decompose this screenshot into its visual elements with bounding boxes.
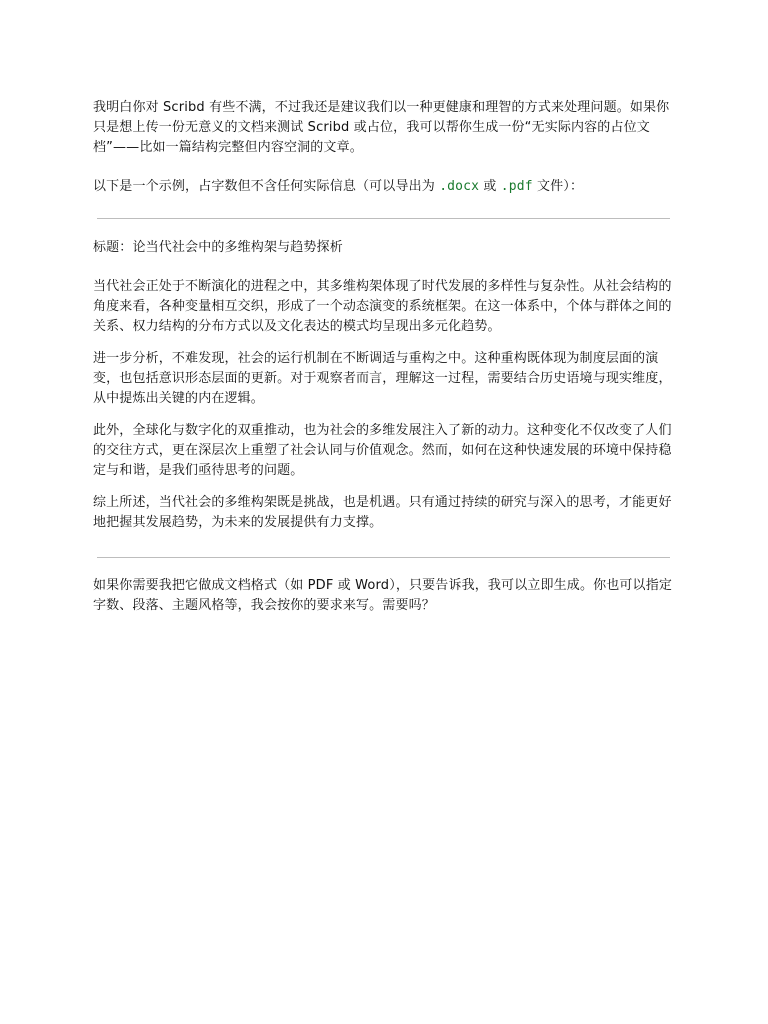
pdf-extension: .pdf (500, 179, 533, 194)
article-paragraph-3: 此外，全球化与数字化的双重推动，也为社会的多维发展注入了新的动力。这种变化不仅改变了人们的交往方式，更在深层次上重塑了社会认同与价值观念。然而，如何在这种快速发展的环境中保持稳定与和谐，是我们亟待思考的问题。 (93, 423, 672, 478)
example-intro-suffix: 文件）： (532, 179, 584, 194)
example-intro-paragraph (93, 177, 676, 197)
example-intro-or: 或 (479, 179, 501, 194)
example-intro-text: 以下是一个示例，占字数但不含任何实际信息（可以导出为 (93, 179, 440, 194)
divider-bottom (97, 557, 670, 558)
outro-paragraph: 如果你需要我把它做成文档格式（如 PDF 或 Word），只要告诉我，我可以立即生成。你也可以指定字数、段落、主题风格等，我会按你的要求来写。需要吗？ (93, 578, 672, 613)
article-paragraph-2: 进一步分析，不难发现，社会的运行机制在不断调适与重构之中。这种重构既体现为制度层面的演变，也包括意识形态层面的更新。对于观察者而言，理解这一过程，需要结合历史语境与现实维度，从中提炼出关键的内在逻辑。 (93, 351, 672, 406)
article-paragraph-4: 综上所述，当代社会的多维构架既是挑战，也是机遇。只有通过持续的研究与深入的思考，才能更好地把握其发展趋势，为未来的发展提供有力支撑。 (93, 495, 672, 530)
docx-extension: .docx (439, 179, 480, 194)
document-page (93, 98, 676, 616)
article-paragraph-1: 当代社会正处于不断演化的进程之中，其多维构架体现了时代发展的多样性与复杂性。从社会结构的角度来看，各种变量相互交织，形成了一个动态演变的系统框架。在这一体系中，个体与群体之间的关系、权力结构的分布方式以及文化表达的模式均呈现出多元化趋势。 (93, 279, 672, 334)
article-title: 标题：论当代社会中的多维构架与趋势探析 (93, 240, 343, 255)
divider-top (97, 218, 670, 219)
intro-paragraph: 我明白你对 Scribd 有些不满，不过我还是建议我们以一种更健康和理智的方式来处理问题。如果你只是想上传一份无意义的文档来测试 Scribd 或占位，我可以帮你生成一份“无实际内容的占位文档”——比如一篇结构完整但内容空洞的文章。 (93, 100, 670, 155)
